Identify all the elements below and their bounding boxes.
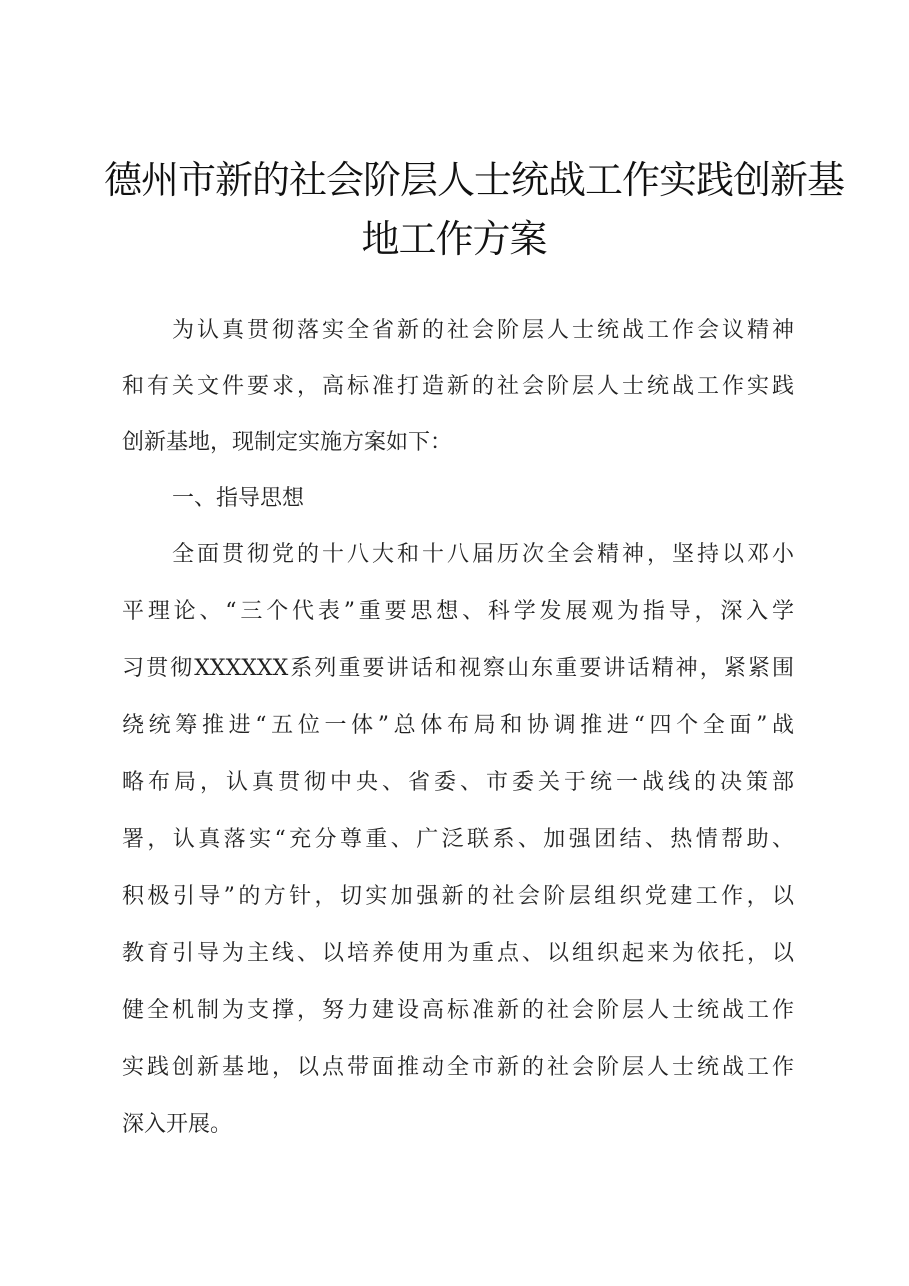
paragraph-2-line-9: 健全机制为支撑，努力建设高标准新的社会阶层人士统战工作 [122, 998, 794, 1023]
paragraph-2-line-6: 署，认真落实“充分尊重、广泛联系、加强团结、热情帮助、 [122, 827, 794, 852]
paragraph-1-line-1: 为认真贯彻落实全省新的社会阶层人士统战工作会议精神 [172, 318, 794, 343]
paragraph-2-line-5: 略布局，认真贯彻中央、省委、市委关于统一战线的决策部 [122, 770, 794, 795]
document-title-line-2: 地工作方案 [361, 217, 547, 261]
paragraph-2-line-1: 全面贯彻党的十八大和十八届历次全会精神，坚持以邓小 [172, 542, 794, 567]
paragraph-2-line-2: 平理论、“三个代表”重要思想、科学发展观为指导，深入学 [122, 599, 794, 624]
paragraph-2-line-8: 教育引导为主线、以培养使用为重点、以组织起来为依托，以 [122, 941, 794, 966]
paragraph-1-line-2: 和有关文件要求，高标准打造新的社会阶层人士统战工作实践 [122, 374, 794, 399]
paragraph-1-line-3: 创新基地，现制定实施方案如下： [122, 430, 453, 455]
paragraph-2-line-3: 习贯彻XXXXXX系列重要讲话和视察山东重要讲话精神，紧紧围 [122, 656, 794, 681]
paragraph-2-line-7: 积极引导”的方针，切实加强新的社会阶层组织党建工作，以 [122, 884, 794, 909]
paragraph-2-line-4: 绕统筹推进“五位一体”总体布局和协调推进“四个全面”战 [122, 713, 794, 738]
paragraph-2-line-10: 实践创新基地，以点带面推动全市新的社会阶层人士统战工作 [122, 1055, 794, 1080]
paragraph-2-line-11: 深入开展。 [122, 1112, 233, 1137]
section-heading-guiding-ideology: 一、指导思想 [172, 486, 305, 511]
document-title-line-1: 德州市新的社会阶层人士统战工作实践创新基 [104, 158, 845, 202]
